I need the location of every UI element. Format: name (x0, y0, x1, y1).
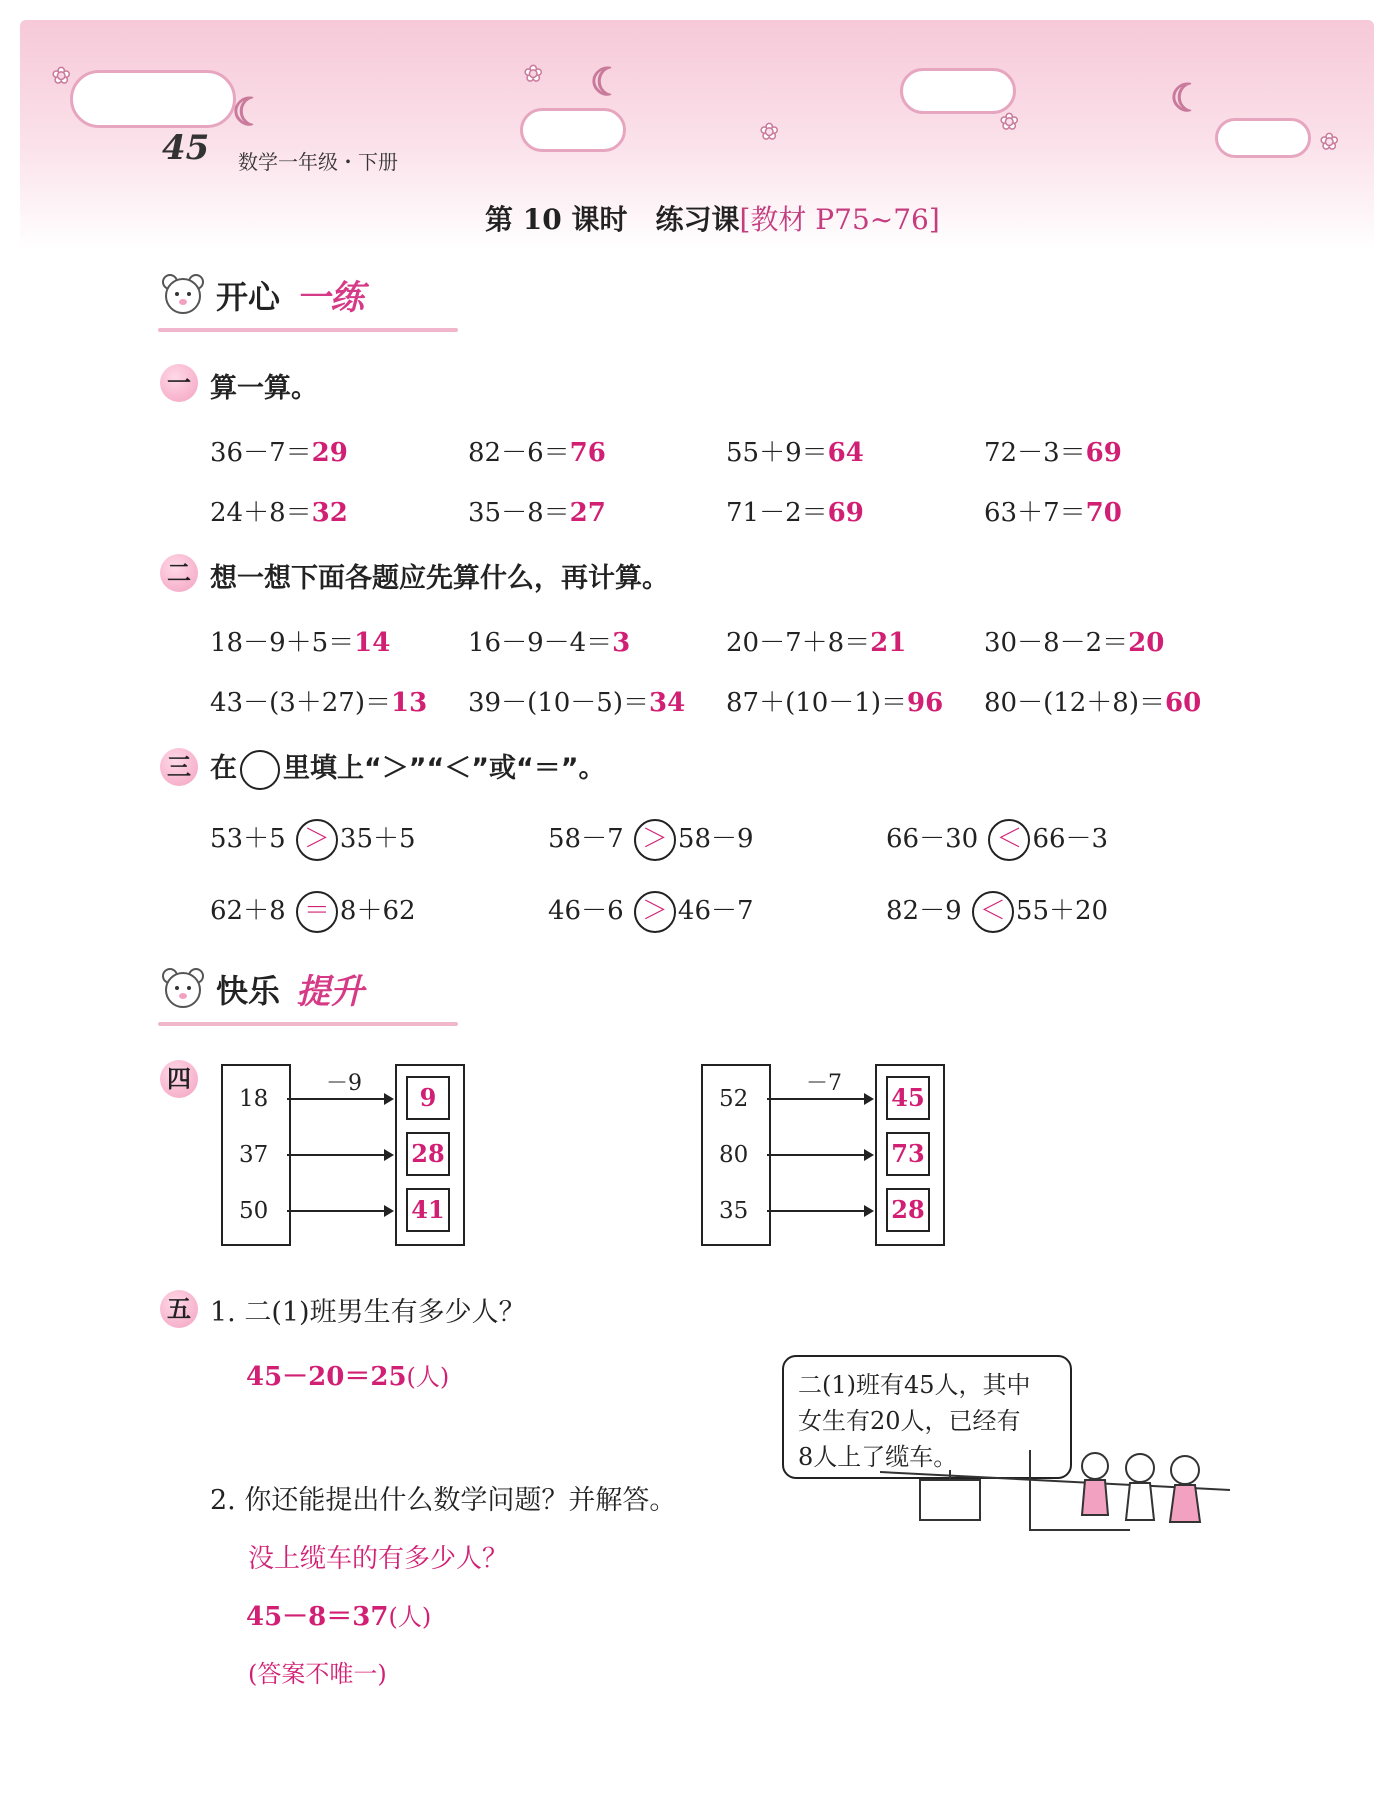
star-icon: ✿ (760, 120, 779, 145)
answer-unit: (人) (406, 1363, 450, 1391)
compare-left: 62＋8 (210, 896, 286, 926)
compare-answer: ＞ (296, 819, 338, 861)
output-answer: 28 (886, 1188, 930, 1232)
calc-answer: 13 (391, 688, 428, 718)
arrow (287, 1154, 392, 1156)
calc-item (210, 432, 348, 469)
section-underline (158, 328, 458, 332)
calc-item (984, 622, 1164, 659)
calc-expr: 24＋8＝ (210, 498, 312, 528)
question-text: 想一想下面各题应先算什么，再计算。 (210, 563, 669, 594)
calc-answer: 69 (827, 498, 864, 528)
question-text: 算一算。 (210, 373, 318, 404)
question-badge: 四 (160, 1060, 198, 1098)
compare-answer: ＜ (972, 891, 1014, 933)
answer-equation: 45－20＝25 (246, 1362, 407, 1392)
output-answer: 45 (886, 1076, 930, 1120)
sub-question-2: 2. 你还能提出什么数学问题？并解答。 (210, 1485, 677, 1516)
question-badge: 三 (160, 748, 198, 786)
question-text (210, 746, 605, 790)
calc-answer: 76 (569, 438, 606, 468)
compare-answer: ＜ (988, 819, 1030, 861)
calc-expr: 71－2＝ (726, 498, 828, 528)
calc-item (726, 622, 906, 659)
answer-note: (答案不唯一) (248, 1660, 387, 1688)
calc-item (984, 432, 1122, 469)
calc-expr: 63＋7＝ (984, 498, 1086, 528)
proposed-question: 没上缆车的有多少人？ (248, 1544, 509, 1574)
calc-expr: 36－7＝ (210, 438, 312, 468)
compare-item (548, 890, 754, 933)
input-number: 37 (239, 1142, 269, 1168)
calc-expr: 18－9＋5＝ (210, 628, 355, 658)
calc-expr: 35－8＝ (468, 498, 570, 528)
calc-expr: 39－(10－5)＝ (468, 688, 649, 718)
section-accent: 提升 (296, 972, 365, 1012)
arrow (767, 1154, 872, 1156)
bubble-line: 女生有20人，已经有 (798, 1407, 1021, 1435)
calc-answer: 96 (907, 688, 944, 718)
calc-answer: 21 (870, 628, 907, 658)
cloud-decoration (70, 70, 236, 128)
bubble-line: 8人上了缆车。 (798, 1443, 958, 1471)
calc-answer: 3 (612, 628, 631, 658)
question-text-b: 里填上“＞”“＜”或“＝”。 (283, 753, 606, 784)
arrow (767, 1210, 872, 1212)
calc-expr: 43－(3＋27)＝ (210, 688, 391, 718)
question-text-a: 在 (210, 753, 237, 784)
question-badge: 一 (160, 364, 198, 402)
compare-left: 66－30 (886, 824, 979, 854)
calc-expr: 80－(12＋8)＝ (984, 688, 1165, 718)
output-answer: 73 (886, 1132, 930, 1176)
calc-item (210, 492, 348, 529)
compare-item (548, 818, 754, 861)
compare-item (210, 818, 416, 861)
operation-label: －9 (326, 1071, 362, 1096)
section-accent: 一练 (296, 278, 365, 318)
calc-expr: 16－9－4＝ (468, 628, 613, 658)
star-icon: ✿ (1000, 110, 1019, 135)
output-answer: 41 (406, 1188, 450, 1232)
calc-answer: 32 (311, 498, 348, 528)
input-number: 80 (719, 1142, 749, 1168)
calc-item (468, 622, 630, 659)
compare-right: 58－9 (677, 824, 754, 854)
calc-expr: 55＋9＝ (726, 438, 828, 468)
operation-label: －7 (806, 1071, 842, 1096)
output-answer: 28 (406, 1132, 450, 1176)
question-badge: 二 (160, 554, 198, 592)
calc-answer: 64 (827, 438, 864, 468)
star-icon: ✿ (52, 64, 71, 89)
compare-item (886, 890, 1108, 933)
moon-icon: ☾ (232, 90, 267, 134)
bubble-line: 二(1)班有45人，其中 (798, 1371, 1031, 1399)
cable-car-illustration (880, 1420, 1240, 1550)
calc-answer: 14 (354, 628, 391, 658)
answer-line (246, 1356, 449, 1393)
compare-answer: ＞ (634, 819, 676, 861)
sub-question-1: 1. 二(1)班男生有多少人？ (210, 1297, 526, 1328)
compare-right: 66－3 (1032, 824, 1109, 854)
compare-left: 82－9 (886, 896, 962, 926)
calc-answer: 70 (1085, 498, 1122, 528)
calc-answer: 20 (1128, 628, 1165, 658)
cloud-decoration (1215, 118, 1311, 158)
arrow (287, 1210, 392, 1212)
compare-item (886, 818, 1108, 861)
star-icon: ✿ (524, 62, 543, 87)
compare-item (210, 890, 416, 933)
calc-item (726, 492, 864, 529)
calc-item (210, 682, 427, 719)
calc-item (726, 432, 864, 469)
input-number: 35 (719, 1198, 749, 1224)
book-title: 数学一年级・下册 (238, 150, 398, 174)
compare-left: 46－6 (548, 896, 624, 926)
arrow (767, 1098, 872, 1100)
section-title: 开心 (216, 277, 281, 316)
moon-icon: ☾ (1170, 76, 1205, 120)
calc-item (726, 682, 943, 719)
output-answer: 9 (406, 1076, 450, 1120)
lesson-title (485, 198, 940, 238)
calc-expr: 82－6＝ (468, 438, 570, 468)
page-number: 45 (162, 128, 210, 168)
section-heading-improve (158, 964, 364, 1013)
calc-expr: 30－8－2＝ (984, 628, 1129, 658)
calc-item (468, 492, 606, 529)
compare-answer: ＝ (296, 891, 338, 933)
calc-answer: 34 (649, 688, 686, 718)
calc-item (468, 432, 606, 469)
compare-answer: ＞ (634, 891, 676, 933)
section-heading-practice (158, 270, 364, 319)
answer-equation: 45－8＝37 (246, 1602, 389, 1632)
arrow (287, 1098, 392, 1100)
bear-mascot-icon (158, 272, 208, 318)
compare-left: 53＋5 (210, 824, 286, 854)
answer-line (246, 1596, 431, 1633)
compare-right: 8＋62 (339, 896, 416, 926)
calc-answer: 69 (1085, 438, 1122, 468)
input-number: 18 (239, 1086, 269, 1112)
question-badge: 五 (160, 1290, 198, 1328)
star-icon: ✿ (1320, 130, 1339, 155)
input-number: 50 (239, 1198, 269, 1224)
calc-item (210, 622, 390, 659)
cloud-decoration (900, 68, 1016, 114)
calc-expr: 87＋(10－1)＝ (726, 688, 907, 718)
compare-right: 46－7 (677, 896, 754, 926)
compare-right: 35＋5 (339, 824, 416, 854)
section-underline (158, 1022, 458, 1026)
cloud-decoration (520, 108, 626, 152)
compare-right: 55＋20 (1015, 896, 1109, 926)
calc-answer: 60 (1165, 688, 1202, 718)
calc-expr: 20－7＋8＝ (726, 628, 871, 658)
answer-unit: (人) (388, 1603, 432, 1631)
calc-item (984, 682, 1201, 719)
section-title: 快乐 (216, 971, 281, 1010)
moon-icon: ☾ (590, 60, 625, 104)
calc-answer: 27 (569, 498, 606, 528)
lesson-title-text: 第 10 课时 练习课 (485, 203, 740, 236)
calc-expr: 72－3＝ (984, 438, 1086, 468)
calc-item (984, 492, 1122, 529)
calc-item (468, 682, 685, 719)
calc-answer: 29 (311, 438, 348, 468)
blank-circle-icon (240, 750, 280, 790)
input-number: 52 (719, 1086, 749, 1112)
lesson-ref: [教材 P75~76] (739, 203, 940, 236)
bear-mascot-icon (158, 966, 208, 1012)
compare-left: 58－7 (548, 824, 624, 854)
